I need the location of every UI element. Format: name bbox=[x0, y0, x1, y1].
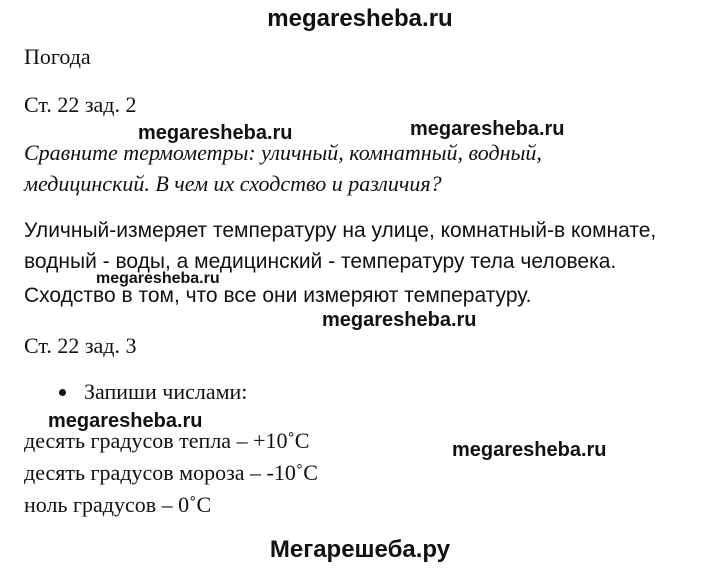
watermark: megaresheba.ru bbox=[48, 410, 203, 432]
task3-line: десять градусов тепла – +10˚С bbox=[24, 428, 310, 453]
task2-question-line2: медицинский. В чем их сходство и различия? bbox=[24, 171, 442, 196]
watermark: megaresheba.ru bbox=[138, 122, 293, 144]
task2-answer-line2: водный - воды, а медицинский - температуру тела человека. bbox=[24, 250, 617, 273]
task3-bullet-text: Запиши числами: bbox=[84, 379, 248, 404]
task2-answer-line1: Уличный-измеряет температуру на улице, комнатный-в комнате, bbox=[24, 219, 657, 242]
task3-line: ноль градусов – 0˚С bbox=[24, 492, 212, 517]
section-title: Погода bbox=[24, 44, 91, 69]
task2-answer-line3: Сходство в том, что все они измеряют температуру. bbox=[24, 284, 532, 307]
site-header: megaresheba.ru bbox=[267, 5, 453, 32]
task2-question-line1: Сравните термометры: уличный, комнатный, водный, bbox=[24, 140, 542, 165]
watermark: megaresheba.ru bbox=[96, 270, 220, 287]
site-footer: Мегарешеба.ру bbox=[269, 536, 451, 563]
watermark: megaresheba.ru bbox=[322, 309, 477, 331]
task2-heading: Ст. 22 зад. 2 bbox=[24, 92, 137, 117]
task3-line: десять градусов мороза – -10˚С bbox=[24, 460, 318, 485]
task3-heading: Ст. 22 зад. 3 bbox=[24, 333, 137, 358]
bullet-icon bbox=[59, 389, 66, 396]
watermark: megaresheba.ru bbox=[410, 118, 565, 140]
watermark: megaresheba.ru bbox=[452, 439, 607, 461]
